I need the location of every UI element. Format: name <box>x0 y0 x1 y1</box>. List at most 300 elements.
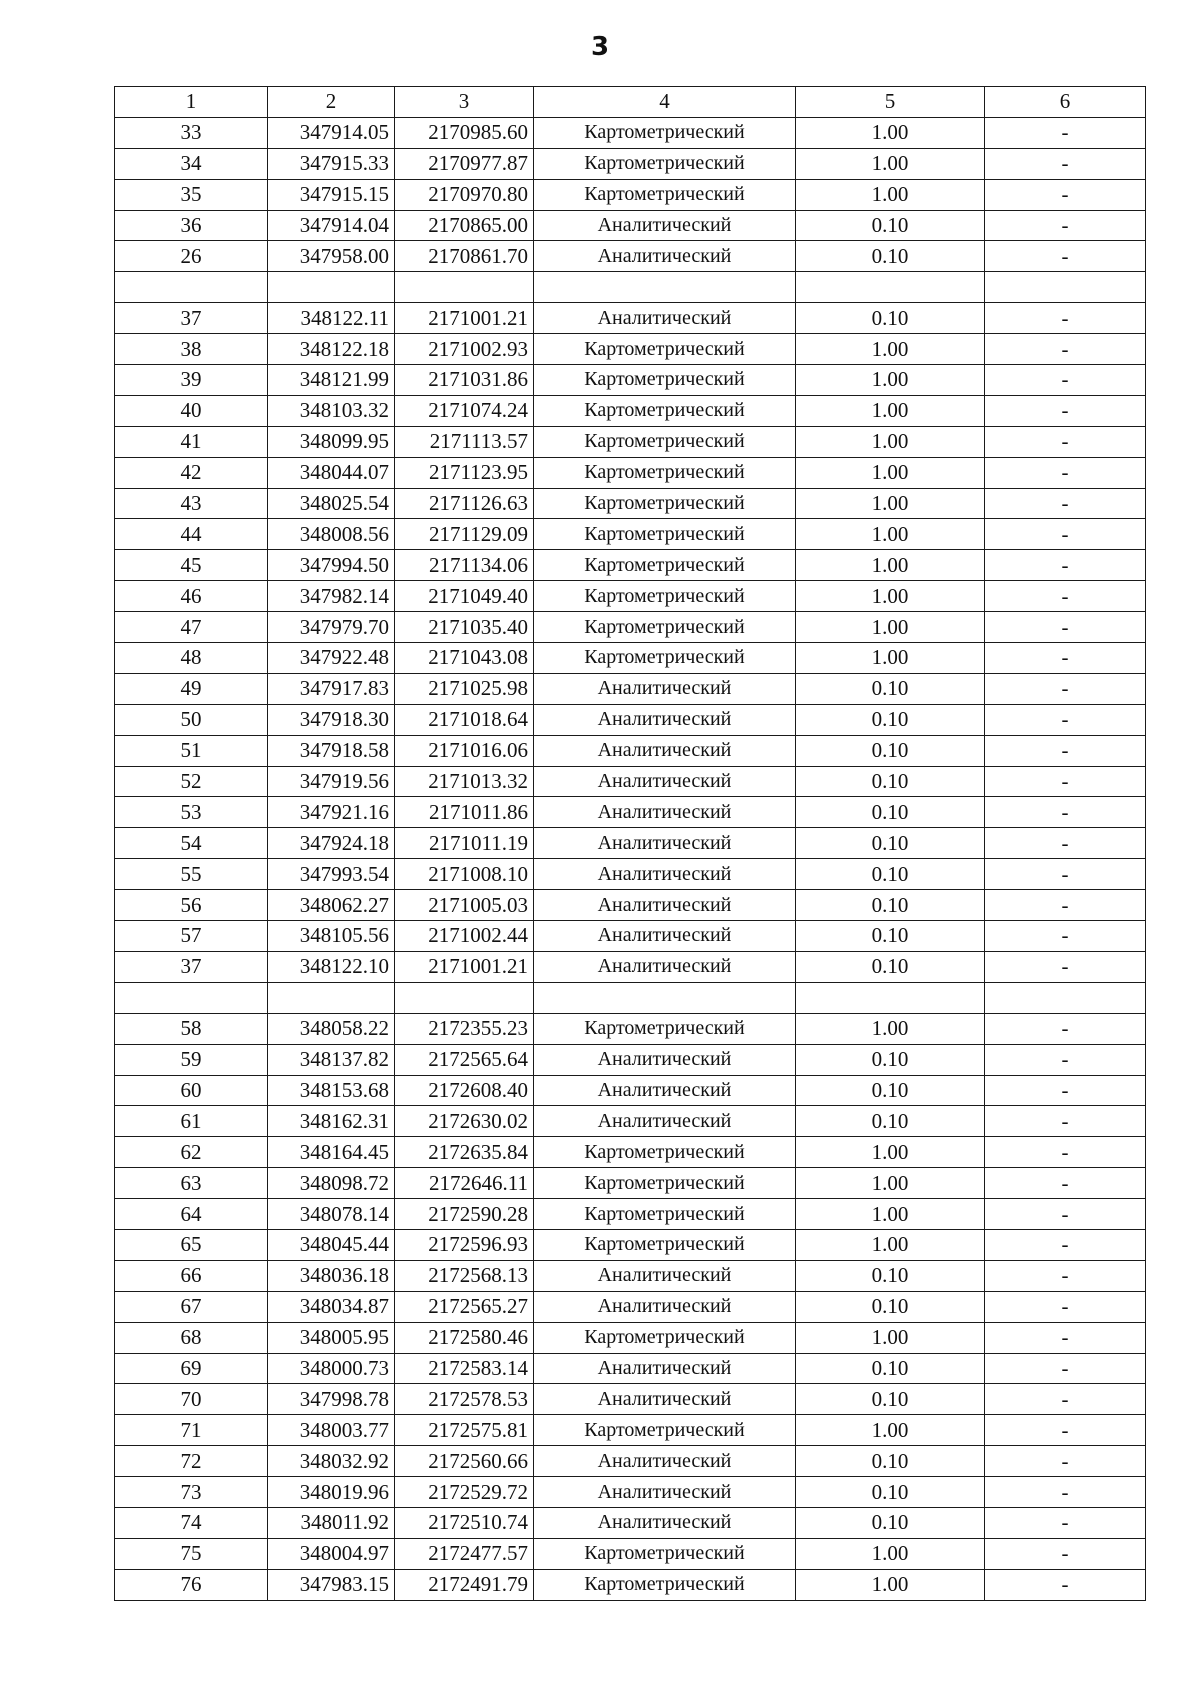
cell-accuracy: 0.10 <box>796 921 985 952</box>
cell-coord-y: 2172575.81 <box>395 1415 534 1446</box>
cell-point-number: 38 <box>115 334 268 365</box>
cell-point-number: 37 <box>115 303 268 334</box>
cell-method: Картометрический <box>534 457 796 488</box>
cell-accuracy: 0.10 <box>796 828 985 859</box>
cell-method: Картометрический <box>534 395 796 426</box>
cell-note: - <box>985 612 1146 643</box>
cell-coord-y: 2172565.27 <box>395 1291 534 1322</box>
cell-coord-x: 348078.14 <box>268 1199 395 1230</box>
cell-accuracy <box>796 272 985 303</box>
cell-method: Картометрический <box>534 519 796 550</box>
cell-point-number: 65 <box>115 1229 268 1260</box>
cell-coord-y: 2170970.80 <box>395 179 534 210</box>
cell-coord-y: 2172355.23 <box>395 1013 534 1044</box>
cell-note: - <box>985 210 1146 241</box>
cell-coord-x: 347979.70 <box>268 612 395 643</box>
cell-method: Картометрический <box>534 612 796 643</box>
header-cell-4: 4 <box>534 87 796 118</box>
table-body <box>115 117 1146 1600</box>
table-row <box>115 519 1146 550</box>
cell-method: Картометрический <box>534 643 796 674</box>
table-row <box>115 828 1146 859</box>
cell-point-number: 52 <box>115 766 268 797</box>
cell-point-number: 43 <box>115 488 268 519</box>
table-row <box>115 921 1146 952</box>
cell-accuracy: 0.10 <box>796 704 985 735</box>
table-row <box>115 1538 1146 1569</box>
cell-coord-x: 347994.50 <box>268 550 395 581</box>
cell-note: - <box>985 1415 1146 1446</box>
coordinates-table <box>114 86 1146 1601</box>
cell-method: Картометрический <box>534 426 796 457</box>
cell-note: - <box>985 890 1146 921</box>
cell-note: - <box>985 1229 1146 1260</box>
cell-note: - <box>985 426 1146 457</box>
cell-coord-y: 2171018.64 <box>395 704 534 735</box>
cell-accuracy: 1.00 <box>796 457 985 488</box>
cell-accuracy: 1.00 <box>796 1199 985 1230</box>
cell-coord-x: 348105.56 <box>268 921 395 952</box>
cell-coord-x: 348000.73 <box>268 1353 395 1384</box>
cell-method: Аналитический <box>534 241 796 272</box>
cell-method: Аналитический <box>534 951 796 982</box>
cell-coord-y: 2172491.79 <box>395 1569 534 1600</box>
cell-accuracy: 1.00 <box>796 581 985 612</box>
cell-note: - <box>985 673 1146 704</box>
cell-coord-y: 2172646.11 <box>395 1168 534 1199</box>
table-row <box>115 643 1146 674</box>
cell-note: - <box>985 519 1146 550</box>
cell-note: - <box>985 117 1146 148</box>
table-row <box>115 395 1146 426</box>
cell-coord-x <box>268 982 395 1013</box>
cell-accuracy: 1.00 <box>796 334 985 365</box>
cell-coord-x: 348122.18 <box>268 334 395 365</box>
cell-coord-y: 2171043.08 <box>395 643 534 674</box>
table-row <box>115 1415 1146 1446</box>
cell-coord-y: 2171031.86 <box>395 365 534 396</box>
cell-coord-x: 348025.54 <box>268 488 395 519</box>
cell-point-number: 60 <box>115 1075 268 1106</box>
cell-point-number <box>115 982 268 1013</box>
cell-point-number: 74 <box>115 1507 268 1538</box>
cell-note: - <box>985 1106 1146 1137</box>
table-row <box>115 1353 1146 1384</box>
cell-coord-x: 348005.95 <box>268 1322 395 1353</box>
cell-note: - <box>985 735 1146 766</box>
cell-point-number: 44 <box>115 519 268 550</box>
cell-coord-y: 2172608.40 <box>395 1075 534 1106</box>
cell-note: - <box>985 1446 1146 1477</box>
cell-method: Аналитический <box>534 1446 796 1477</box>
cell-coord-y: 2172510.74 <box>395 1507 534 1538</box>
cell-point-number: 68 <box>115 1322 268 1353</box>
cell-coord-y: 2171123.95 <box>395 457 534 488</box>
cell-accuracy: 0.10 <box>796 673 985 704</box>
cell-coord-x: 348122.10 <box>268 951 395 982</box>
cell-coord-x: 348019.96 <box>268 1477 395 1508</box>
table-row <box>115 1260 1146 1291</box>
cell-coord-y: 2172635.84 <box>395 1137 534 1168</box>
cell-accuracy: 1.00 <box>796 1168 985 1199</box>
table-row <box>115 766 1146 797</box>
cell-accuracy: 0.10 <box>796 1384 985 1415</box>
cell-note: - <box>985 1013 1146 1044</box>
cell-coord-x: 347983.15 <box>268 1569 395 1600</box>
table-row <box>115 1322 1146 1353</box>
cell-method: Аналитический <box>534 1075 796 1106</box>
cell-point-number: 61 <box>115 1106 268 1137</box>
table-row <box>115 1569 1146 1600</box>
cell-note: - <box>985 766 1146 797</box>
table-row <box>115 735 1146 766</box>
cell-coord-x: 347914.05 <box>268 117 395 148</box>
cell-note: - <box>985 1168 1146 1199</box>
cell-coord-x: 348003.77 <box>268 1415 395 1446</box>
cell-coord-x: 347993.54 <box>268 859 395 890</box>
table-row <box>115 117 1146 148</box>
cell-method: Картометрический <box>534 488 796 519</box>
cell-point-number: 64 <box>115 1199 268 1230</box>
header-cell-1: 1 <box>115 87 268 118</box>
table-row <box>115 982 1146 1013</box>
cell-coord-x: 348137.82 <box>268 1044 395 1075</box>
cell-method: Аналитический <box>534 797 796 828</box>
cell-method: Картометрический <box>534 334 796 365</box>
cell-method: Аналитический <box>534 1260 796 1291</box>
cell-method: Аналитический <box>534 766 796 797</box>
cell-point-number: 26 <box>115 241 268 272</box>
cell-accuracy: 0.10 <box>796 766 985 797</box>
cell-coord-y: 2172596.93 <box>395 1229 534 1260</box>
cell-point-number: 50 <box>115 704 268 735</box>
cell-point-number: 51 <box>115 735 268 766</box>
cell-accuracy: 0.10 <box>796 1044 985 1075</box>
cell-method: Аналитический <box>534 735 796 766</box>
cell-note: - <box>985 1477 1146 1508</box>
cell-accuracy: 1.00 <box>796 550 985 581</box>
cell-accuracy: 1.00 <box>796 1415 985 1446</box>
cell-accuracy: 0.10 <box>796 859 985 890</box>
table-row <box>115 550 1146 581</box>
cell-coord-x: 348164.45 <box>268 1137 395 1168</box>
cell-coord-y: 2171113.57 <box>395 426 534 457</box>
cell-coord-x: 348004.97 <box>268 1538 395 1569</box>
cell-point-number: 54 <box>115 828 268 859</box>
table-row <box>115 704 1146 735</box>
cell-note <box>985 272 1146 303</box>
cell-coord-y: 2171013.32 <box>395 766 534 797</box>
header-cell-3: 3 <box>395 87 534 118</box>
cell-note: - <box>985 581 1146 612</box>
table-row <box>115 1199 1146 1230</box>
table-row <box>115 890 1146 921</box>
cell-accuracy: 1.00 <box>796 365 985 396</box>
header-row <box>115 87 1146 118</box>
table-row <box>115 1137 1146 1168</box>
cell-accuracy: 1.00 <box>796 395 985 426</box>
cell-note: - <box>985 1137 1146 1168</box>
cell-coord-x: 348058.22 <box>268 1013 395 1044</box>
cell-point-number: 34 <box>115 148 268 179</box>
cell-point-number: 56 <box>115 890 268 921</box>
cell-note: - <box>985 241 1146 272</box>
cell-note: - <box>985 797 1146 828</box>
cell-accuracy: 0.10 <box>796 210 985 241</box>
cell-method: Картометрический <box>534 1137 796 1168</box>
cell-coord-x: 348122.11 <box>268 303 395 334</box>
cell-accuracy: 1.00 <box>796 179 985 210</box>
table-row <box>115 210 1146 241</box>
cell-accuracy: 1.00 <box>796 1229 985 1260</box>
cell-coord-x: 347915.15 <box>268 179 395 210</box>
table-row <box>115 1291 1146 1322</box>
cell-point-number: 49 <box>115 673 268 704</box>
cell-point-number: 47 <box>115 612 268 643</box>
cell-accuracy: 1.00 <box>796 1013 985 1044</box>
cell-coord-x: 347915.33 <box>268 148 395 179</box>
cell-accuracy: 1.00 <box>796 1538 985 1569</box>
cell-point-number: 75 <box>115 1538 268 1569</box>
cell-coord-y: 2171002.44 <box>395 921 534 952</box>
cell-method: Аналитический <box>534 303 796 334</box>
table-row <box>115 1229 1146 1260</box>
cell-note: - <box>985 334 1146 365</box>
cell-coord-y: 2172568.13 <box>395 1260 534 1291</box>
table-row <box>115 334 1146 365</box>
table-row <box>115 1507 1146 1538</box>
cell-coord-x: 347924.18 <box>268 828 395 859</box>
cell-point-number: 62 <box>115 1137 268 1168</box>
cell-note: - <box>985 1199 1146 1230</box>
cell-accuracy: 1.00 <box>796 1322 985 1353</box>
cell-point-number: 66 <box>115 1260 268 1291</box>
cell-coord-y: 2171074.24 <box>395 395 534 426</box>
cell-point-number: 45 <box>115 550 268 581</box>
cell-coord-y: 2171134.06 <box>395 550 534 581</box>
cell-point-number: 58 <box>115 1013 268 1044</box>
cell-coord-x: 348099.95 <box>268 426 395 457</box>
cell-coord-y: 2172578.53 <box>395 1384 534 1415</box>
cell-method: Аналитический <box>534 859 796 890</box>
cell-coord-y: 2172580.46 <box>395 1322 534 1353</box>
cell-accuracy: 0.10 <box>796 1106 985 1137</box>
cell-point-number: 67 <box>115 1291 268 1322</box>
cell-note <box>985 982 1146 1013</box>
cell-accuracy: 0.10 <box>796 1353 985 1384</box>
cell-coord-x: 347919.56 <box>268 766 395 797</box>
cell-point-number: 39 <box>115 365 268 396</box>
table-row <box>115 1106 1146 1137</box>
cell-coord-y: 2171011.19 <box>395 828 534 859</box>
cell-note: - <box>985 1260 1146 1291</box>
table-row <box>115 179 1146 210</box>
cell-coord-y <box>395 982 534 1013</box>
cell-method: Аналитический <box>534 1353 796 1384</box>
table-row <box>115 488 1146 519</box>
cell-accuracy: 0.10 <box>796 797 985 828</box>
cell-method: Аналитический <box>534 890 796 921</box>
cell-note: - <box>985 179 1146 210</box>
cell-point-number: 57 <box>115 921 268 952</box>
cell-method: Аналитический <box>534 1106 796 1137</box>
cell-coord-x: 347917.83 <box>268 673 395 704</box>
cell-method: Картометрический <box>534 1013 796 1044</box>
cell-coord-y: 2171025.98 <box>395 673 534 704</box>
cell-coord-x: 347958.00 <box>268 241 395 272</box>
header-cell-2: 2 <box>268 87 395 118</box>
cell-method: Картометрический <box>534 1538 796 1569</box>
cell-coord-y: 2172630.02 <box>395 1106 534 1137</box>
cell-method: Аналитический <box>534 1477 796 1508</box>
cell-note: - <box>985 1569 1146 1600</box>
cell-accuracy: 1.00 <box>796 488 985 519</box>
table-row <box>115 797 1146 828</box>
cell-point-number: 55 <box>115 859 268 890</box>
cell-point-number: 35 <box>115 179 268 210</box>
cell-point-number: 59 <box>115 1044 268 1075</box>
cell-coord-x: 348008.56 <box>268 519 395 550</box>
cell-coord-y: 2171126.63 <box>395 488 534 519</box>
table-row <box>115 859 1146 890</box>
cell-accuracy: 0.10 <box>796 241 985 272</box>
cell-note: - <box>985 395 1146 426</box>
cell-accuracy: 0.10 <box>796 890 985 921</box>
cell-accuracy <box>796 982 985 1013</box>
cell-point-number: 37 <box>115 951 268 982</box>
cell-coord-y: 2171008.10 <box>395 859 534 890</box>
cell-coord-x: 348098.72 <box>268 1168 395 1199</box>
cell-point-number: 70 <box>115 1384 268 1415</box>
cell-method: Аналитический <box>534 828 796 859</box>
table-row <box>115 1075 1146 1106</box>
cell-method: Картометрический <box>534 1415 796 1446</box>
cell-coord-y <box>395 272 534 303</box>
cell-point-number: 73 <box>115 1477 268 1508</box>
cell-accuracy: 1.00 <box>796 117 985 148</box>
table-row <box>115 673 1146 704</box>
cell-coord-y: 2172477.57 <box>395 1538 534 1569</box>
cell-method: Картометрический <box>534 581 796 612</box>
cell-accuracy: 1.00 <box>796 426 985 457</box>
cell-method: Картометрический <box>534 117 796 148</box>
cell-method: Картометрический <box>534 148 796 179</box>
cell-note: - <box>985 1507 1146 1538</box>
table-row <box>115 1477 1146 1508</box>
cell-method: Аналитический <box>534 1291 796 1322</box>
cell-point-number: 46 <box>115 581 268 612</box>
cell-note: - <box>985 1538 1146 1569</box>
cell-accuracy: 0.10 <box>796 735 985 766</box>
cell-point-number: 76 <box>115 1569 268 1600</box>
cell-coord-y: 2172590.28 <box>395 1199 534 1230</box>
cell-method: Картометрический <box>534 1168 796 1199</box>
cell-method: Картометрический <box>534 365 796 396</box>
cell-coord-y: 2172583.14 <box>395 1353 534 1384</box>
cell-accuracy: 1.00 <box>796 148 985 179</box>
cell-point-number: 42 <box>115 457 268 488</box>
cell-coord-x: 348044.07 <box>268 457 395 488</box>
cell-accuracy: 1.00 <box>796 519 985 550</box>
cell-coord-x <box>268 272 395 303</box>
cell-coord-x: 348062.27 <box>268 890 395 921</box>
table-row <box>115 1168 1146 1199</box>
cell-coord-y: 2171001.21 <box>395 303 534 334</box>
cell-accuracy: 0.10 <box>796 1291 985 1322</box>
cell-note: - <box>985 921 1146 952</box>
cell-point-number: 71 <box>115 1415 268 1446</box>
cell-coord-y: 2171016.06 <box>395 735 534 766</box>
cell-accuracy: 1.00 <box>796 643 985 674</box>
cell-coord-x: 347918.30 <box>268 704 395 735</box>
cell-coord-x: 348034.87 <box>268 1291 395 1322</box>
cell-coord-x: 347922.48 <box>268 643 395 674</box>
cell-note: - <box>985 643 1146 674</box>
cell-note: - <box>985 1353 1146 1384</box>
cell-method: Аналитический <box>534 673 796 704</box>
cell-note: - <box>985 1044 1146 1075</box>
cell-coord-x: 347982.14 <box>268 581 395 612</box>
cell-method: Аналитический <box>534 210 796 241</box>
cell-coord-y: 2170861.70 <box>395 241 534 272</box>
cell-method: Аналитический <box>534 1507 796 1538</box>
cell-method: Аналитический <box>534 921 796 952</box>
cell-accuracy: 0.10 <box>796 1446 985 1477</box>
cell-coord-x: 347921.16 <box>268 797 395 828</box>
cell-method <box>534 272 796 303</box>
header-cell-6: 6 <box>985 87 1146 118</box>
cell-accuracy: 0.10 <box>796 1260 985 1291</box>
table-row <box>115 272 1146 303</box>
cell-method <box>534 982 796 1013</box>
table-row <box>115 581 1146 612</box>
cell-point-number: 53 <box>115 797 268 828</box>
cell-coord-x: 348121.99 <box>268 365 395 396</box>
cell-note: - <box>985 488 1146 519</box>
table-row <box>115 1446 1146 1477</box>
cell-method: Аналитический <box>534 1044 796 1075</box>
cell-coord-x: 348162.31 <box>268 1106 395 1137</box>
cell-coord-x: 347998.78 <box>268 1384 395 1415</box>
table-row <box>115 426 1146 457</box>
cell-point-number: 69 <box>115 1353 268 1384</box>
table-row <box>115 1044 1146 1075</box>
cell-method: Картометрический <box>534 1199 796 1230</box>
cell-coord-y: 2171002.93 <box>395 334 534 365</box>
page-number: 3 <box>590 32 610 62</box>
table-row <box>115 1013 1146 1044</box>
cell-coord-x: 348153.68 <box>268 1075 395 1106</box>
cell-note: - <box>985 148 1146 179</box>
table-header <box>115 87 1146 118</box>
cell-coord-y: 2171049.40 <box>395 581 534 612</box>
cell-note: - <box>985 951 1146 982</box>
cell-note: - <box>985 704 1146 735</box>
cell-coord-y: 2171011.86 <box>395 797 534 828</box>
cell-note: - <box>985 1384 1146 1415</box>
cell-point-number <box>115 272 268 303</box>
cell-note: - <box>985 365 1146 396</box>
cell-accuracy: 0.10 <box>796 1075 985 1106</box>
cell-coord-x: 348036.18 <box>268 1260 395 1291</box>
cell-point-number: 63 <box>115 1168 268 1199</box>
header-cell-5: 5 <box>796 87 985 118</box>
cell-method: Картометрический <box>534 1569 796 1600</box>
cell-point-number: 48 <box>115 643 268 674</box>
table-row <box>115 241 1146 272</box>
cell-note: - <box>985 303 1146 334</box>
cell-coord-y: 2170985.60 <box>395 117 534 148</box>
